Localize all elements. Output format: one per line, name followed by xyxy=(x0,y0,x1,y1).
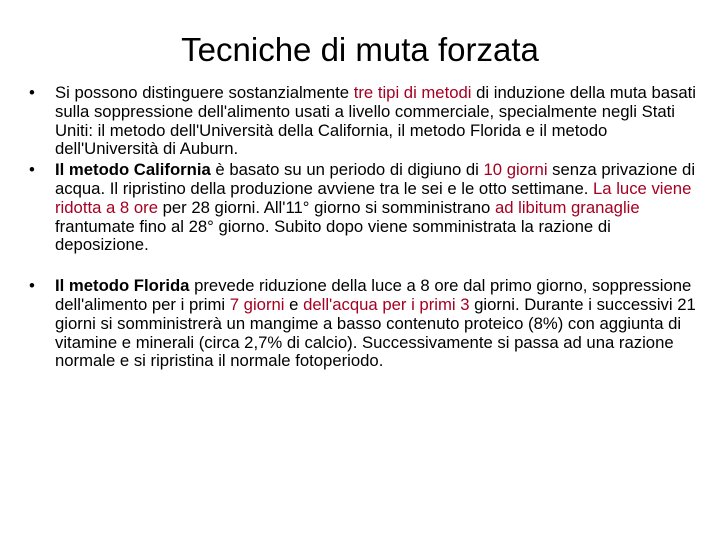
bold-text: Il metodo Florida xyxy=(55,276,190,296)
bullet-text xyxy=(55,160,695,254)
bullet-item-california-method xyxy=(28,161,700,255)
highlighted-text: tre tipi di metodi xyxy=(353,83,472,102)
text-segment: giorni. Durante i successivi 21 giorni si somministrerà un mangime a basso contenuto proteico (8%) con aggiunta di vitamine e minerali (circa 2,7% di calcio). Successivamente si passa ad una razione normale e si ripristina il normale fotoperiodo. xyxy=(55,294,696,371)
bold-text: Il metodo California xyxy=(55,160,211,180)
bullet-dot-icon: • xyxy=(29,160,35,180)
highlighted-text: dell'acqua per i primi 3 xyxy=(303,294,470,314)
highlighted-text: 7 giorni xyxy=(229,294,285,314)
bullet-list xyxy=(28,84,700,371)
bullet-text xyxy=(55,276,696,370)
text-segment: frantumate fino al 28° giorno. Subito dopo viene somministrata la razione di deposizione. xyxy=(55,216,611,255)
highlighted-text: ad libitum granaglie xyxy=(494,197,640,217)
highlighted-text: La luce viene ridotta a 8 ore xyxy=(55,178,692,217)
bullet-item-florida-method xyxy=(28,277,700,371)
highlighted-text: 10 giorni xyxy=(483,160,548,180)
bullet-dot-icon: • xyxy=(29,276,35,296)
text-segment: senza privazione di acqua. Il ripristino della produzione avviene tra le sei e le otto settimane. xyxy=(55,160,696,198)
text-segment: Si possono distinguere sostanzialmente xyxy=(55,83,354,102)
text-segment: di induzione della muta basati sulla soppressione dell'alimento usati a livello commerciale, specialmente negli Stati Uniti: il metodo dell'Università della California, il metodo Florida e il metodo dell'Università di Auburn. xyxy=(55,83,696,159)
text-segment: e xyxy=(284,294,304,314)
bullet-item-methods-overview xyxy=(28,84,700,159)
text-segment: è basato su un periodo di digiuno di xyxy=(210,160,484,180)
bullet-dot-icon: • xyxy=(29,83,35,102)
text-segment: per 28 giorni. All'11° giorno si somministrano xyxy=(157,197,495,217)
text-segment: prevede riduzione della luce a 8 ore dal primo giorno, soppressione dell'alimento per i primi xyxy=(55,276,692,314)
bullet-text xyxy=(55,83,696,158)
slide-title: Tecniche di muta forzata xyxy=(181,31,539,68)
